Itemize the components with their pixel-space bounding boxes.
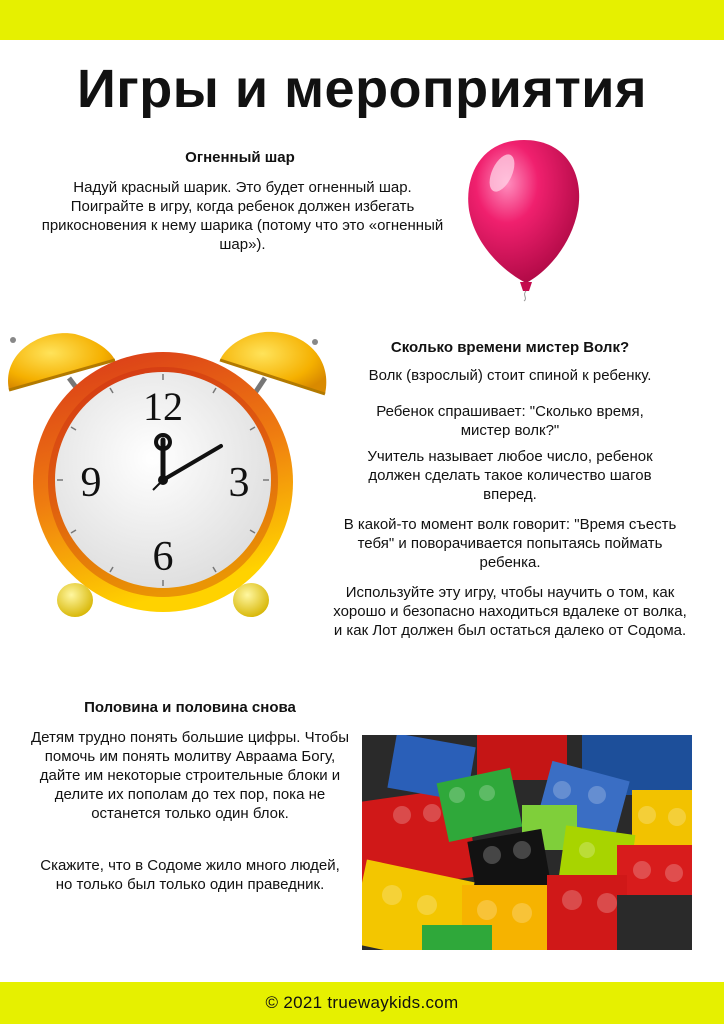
fireball-title: Огненный шар [185, 149, 295, 166]
clock-number-6: 6 [152, 534, 174, 580]
fireball-text: Надуй красный шарик. Это будет огненный шар. Поиграйте в игру, когда ребенок должен избегать прикосновения к нему шарика (потому что это «огненный шар»). [41, 179, 444, 253]
top-band [0, 0, 724, 40]
wolf-paragraph-1: Волк (взрослый) стоит спиной к ребенку. [368, 367, 652, 384]
footer-copyright: © 2021 truewaykids.com [265, 993, 459, 1012]
wolf-paragraph-5: Используйте эту игру, чтобы научить о том, как хорошо и безопасно находиться вдалеке от волка, и как Лот должен был остаться далеко от Содома. [333, 584, 687, 639]
halves-title: Половина и половина снова [84, 699, 296, 716]
halves-paragraph-2: Скажите, что в Содоме жило много людей, но только был только один праведник. [40, 857, 340, 893]
building-blocks-photo [362, 735, 692, 950]
balloon-image [462, 135, 587, 305]
wolf-paragraph-4: В какой-то момент волк говорит: "Время съесть тебя" и поворачивается попытаясь поймать ребенка. [343, 516, 677, 571]
wolf-paragraph-3: Учитель называет любое число, ребенок должен сделать такое количество шагов вперед. [367, 448, 653, 503]
wolf-title: Сколько времени мистер Волк? [390, 339, 630, 356]
clock-number-3: 3 [228, 460, 250, 506]
wolf-paragraph-2: Ребенок спрашивает: "Сколько время, мистер волк?" [376, 403, 644, 439]
footer-band [0, 982, 724, 1024]
clock-number-12: 12 [143, 384, 183, 429]
clock-number-9: 9 [80, 460, 102, 506]
alarm-clock-image [3, 322, 333, 622]
halves-paragraph-1: Детям трудно понять большие цифры. Чтобы помочь им понять молитву Авраама Богу, дайте им некоторые строительные блоки и делите их пополам до тех пор, пока не останется только один блок. [30, 729, 350, 822]
page-title: Игры и мероприятия [76, 59, 647, 119]
